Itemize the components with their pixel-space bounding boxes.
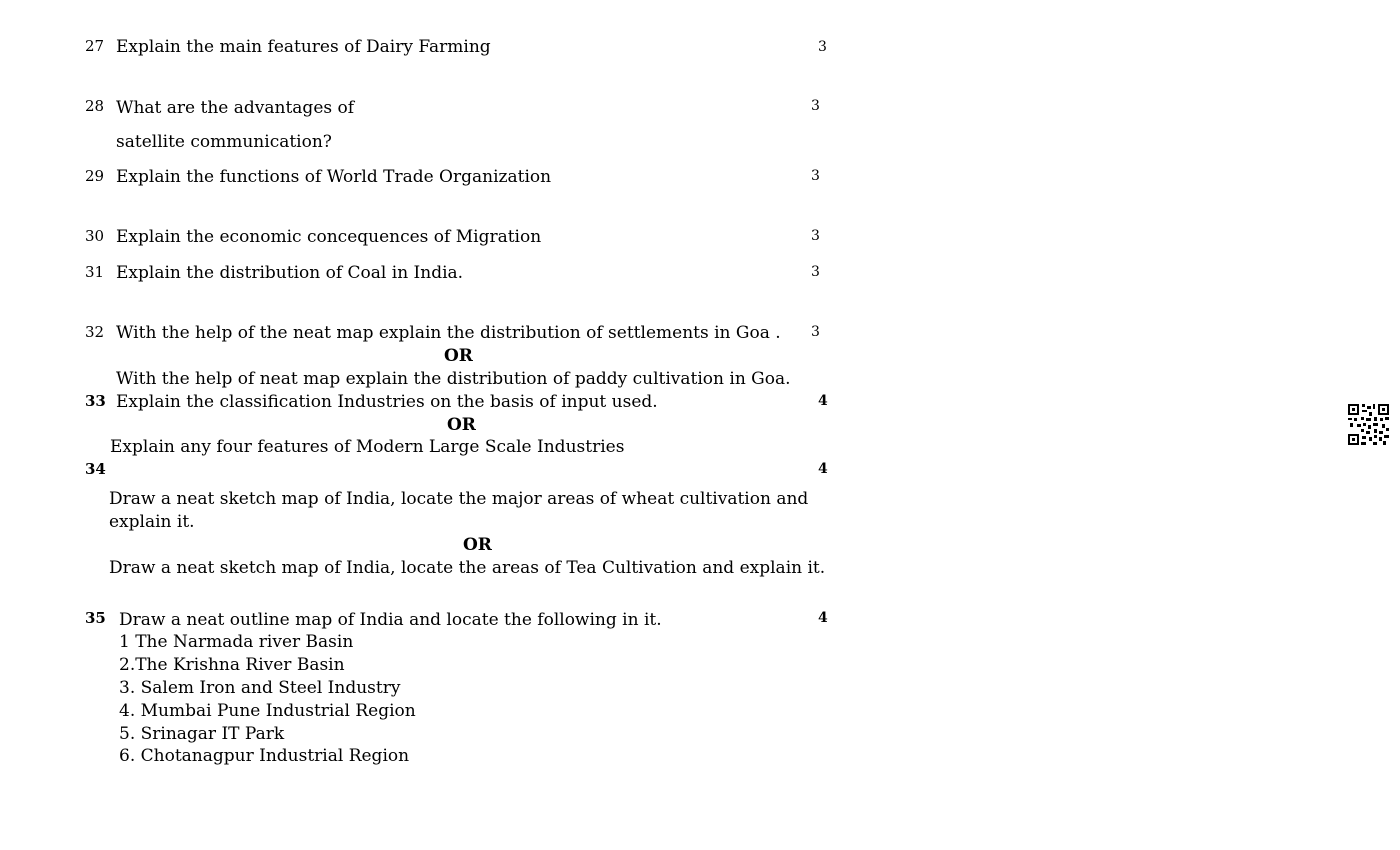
question-marks: 3 bbox=[811, 324, 820, 340]
list-item: 4. Mumbai Pune Industrial Region bbox=[119, 701, 416, 721]
question-number: 35 bbox=[85, 609, 106, 627]
or-separator: OR bbox=[447, 415, 476, 435]
or-separator: OR bbox=[444, 346, 473, 366]
question-text: Explain the main features of Dairy Farming bbox=[116, 37, 491, 57]
qr-code-icon bbox=[1348, 404, 1389, 445]
question-text-continued: satellite communication? bbox=[116, 132, 332, 152]
list-item: 6. Chotanagpur Industrial Region bbox=[119, 746, 410, 766]
question-number: 27 bbox=[85, 37, 105, 55]
question-number: 29 bbox=[85, 167, 105, 185]
question-marks: 3 bbox=[811, 264, 820, 280]
question-text: Explain the economic concequences of Migration bbox=[116, 227, 542, 247]
question-number: 30 bbox=[85, 227, 105, 245]
or-separator: OR bbox=[463, 535, 492, 555]
question-text: With the help of the neat map explain the distribution of settlements in Goa . bbox=[116, 323, 781, 343]
question-text: Draw a neat sketch map of India, locate the major areas of wheat cultivation and bbox=[109, 489, 809, 509]
question-number: 34 bbox=[85, 460, 106, 478]
list-item: 1 The Narmada river Basin bbox=[119, 632, 354, 652]
question-text: What are the advantages of bbox=[116, 98, 355, 118]
question-marks: 3 bbox=[811, 228, 820, 244]
question-marks: 4 bbox=[818, 461, 828, 477]
question-text: Explain the functions of World Trade Organization bbox=[116, 167, 552, 187]
question-text: Explain the classification Industries on the basis of input used. bbox=[116, 392, 658, 412]
question-text: Draw a neat outline map of India and locate the following in it. bbox=[119, 610, 662, 630]
question-marks: 3 bbox=[811, 168, 820, 184]
question-number: 28 bbox=[85, 97, 105, 115]
list-item: 2.The Krishna River Basin bbox=[119, 655, 345, 675]
question-marks: 3 bbox=[811, 98, 820, 114]
question-marks: 3 bbox=[818, 39, 827, 55]
question-alternative-text: Draw a neat sketch map of India, locate the areas of Tea Cultivation and explain it. bbox=[109, 558, 826, 578]
question-number: 33 bbox=[85, 392, 106, 410]
question-number: 31 bbox=[85, 263, 105, 281]
question-text-continued: explain it. bbox=[109, 512, 195, 532]
question-alternative-text: With the help of neat map explain the distribution of paddy cultivation in Goa. bbox=[116, 369, 791, 389]
list-item: 3. Salem Iron and Steel Industry bbox=[119, 678, 401, 698]
question-number: 32 bbox=[85, 323, 105, 341]
question-text: Explain the distribution of Coal in India. bbox=[116, 263, 464, 283]
question-marks: 4 bbox=[818, 393, 828, 409]
question-marks: 4 bbox=[818, 610, 828, 626]
list-item: 5. Srinagar IT Park bbox=[119, 724, 285, 744]
question-alternative-text: Explain any four features of Modern Large Scale Industries bbox=[110, 437, 625, 457]
